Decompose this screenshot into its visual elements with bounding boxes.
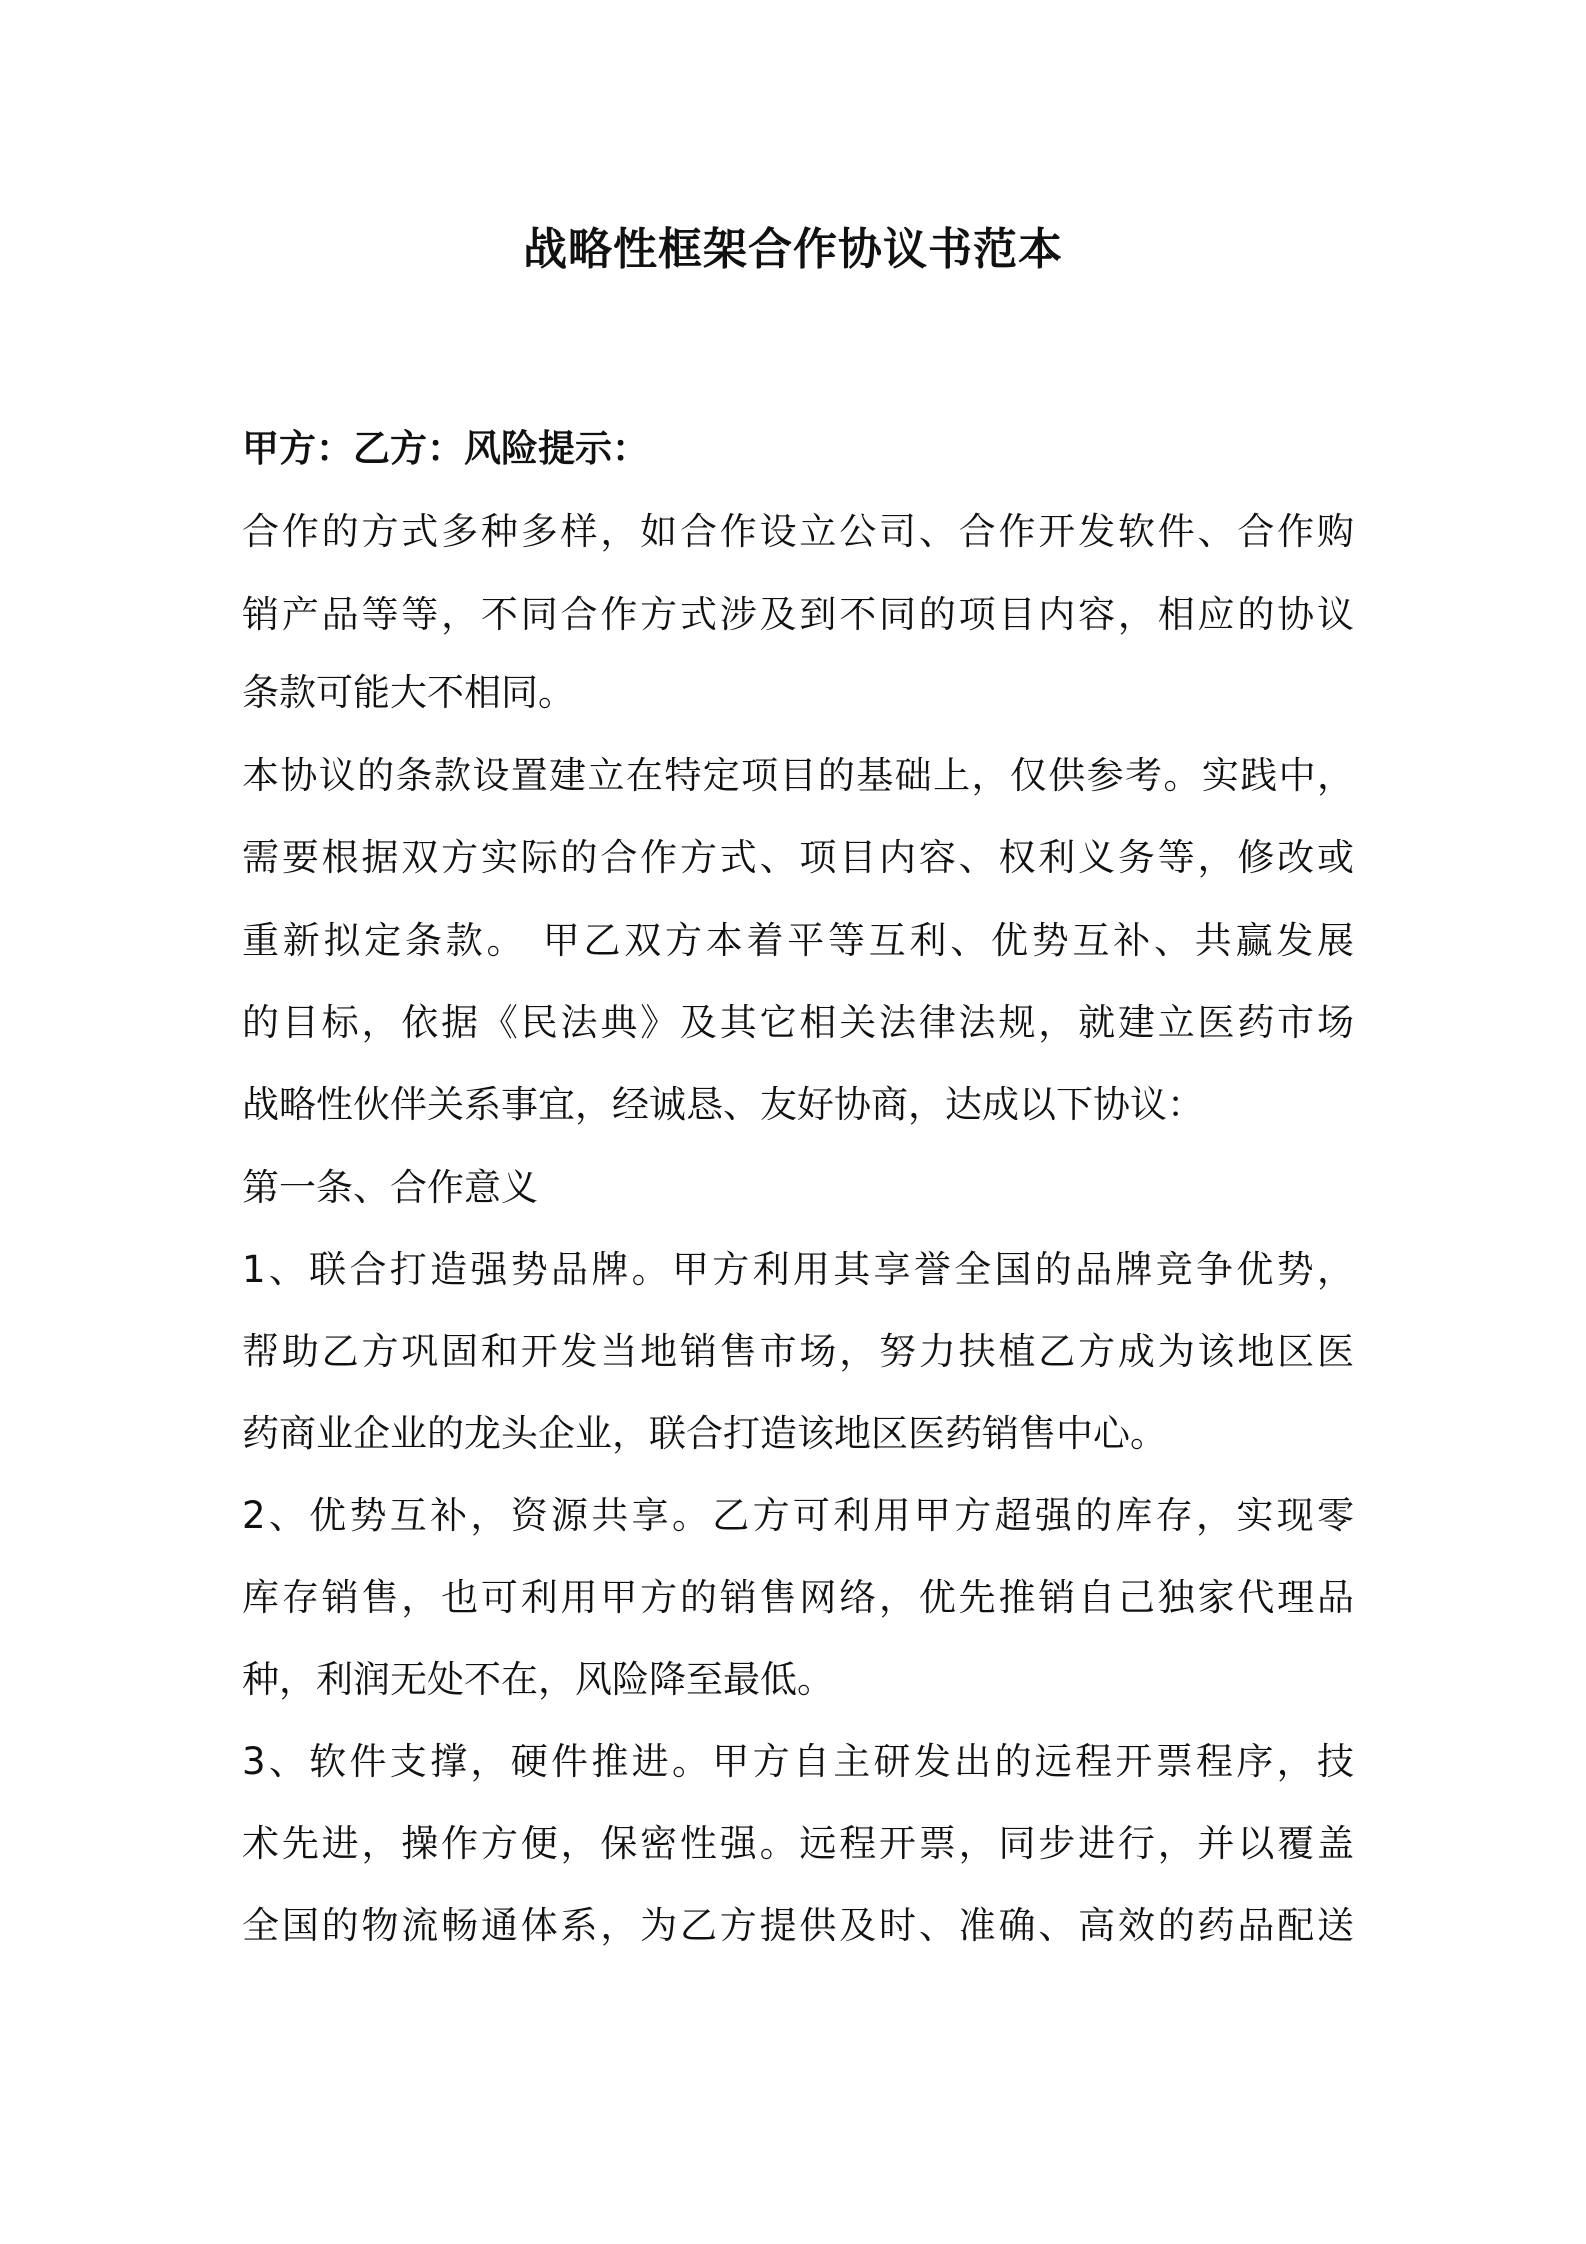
document-line: 战略性伙伴关系事宜，经诚恳、友好协商，达成以下协议： (242, 1083, 1204, 1126)
document-line: 术先进，操作方便，保密性强。远程开票，同步进行，并以覆盖 (242, 1822, 1354, 1865)
document-line: 库存销售，也可利用甲方的销售网络，优先推销自己独家代理品 (242, 1576, 1354, 1619)
document-line: 重新拟定条款。 甲乙双方本着平等互利、优势互补、共赢发展 (242, 919, 1354, 962)
document-line: 2、优势互补，资源共享。乙方可利用甲方超强的库存，实现零 (242, 1494, 1354, 1537)
document-line: 的目标，依据《民法典》及其它相关法律法规，就建立医药市场 (242, 1001, 1354, 1044)
document-line: 帮助乙方巩固和开发当地销售市场，努力扶植乙方成为该地区医 (242, 1330, 1354, 1373)
document-line: 需要根据双方实际的合作方式、项目内容、权利义务等，修改或 (242, 836, 1354, 879)
document-line: 3、软件支撑，硬件推进。甲方自主研发出的远程开票程序，技 (242, 1740, 1354, 1783)
document-line: 本协议的条款设置建立在特定项目的基础上，仅供参考。实践中， (242, 754, 1354, 797)
document-line: 甲方：乙方：风险提示： (242, 427, 649, 470)
document-line: 销产品等等，不同合作方式涉及到不同的项目内容，相应的协议 (242, 593, 1354, 636)
document-line: 全国的物流畅通体系，为乙方提供及时、准确、高效的药品配送 (242, 1904, 1354, 1947)
document-line: 条款可能大不相同。 (242, 671, 575, 714)
document-line: 第一条、合作意义 (242, 1166, 538, 1209)
document-line: 合作的方式多种多样，如合作设立公司、合作开发软件、合作购 (242, 510, 1354, 553)
document-line: 1、联合打造强势品牌。甲方利用其享誉全国的品牌竞争优势， (242, 1248, 1354, 1291)
document-line: 药商业企业的龙头企业，联合打造该地区医药销售中心。 (242, 1412, 1167, 1455)
document-title: 战略性框架合作协议书范本 (523, 224, 1063, 275)
document-line: 种，利润无处不在，风险降至最低。 (242, 1658, 834, 1701)
